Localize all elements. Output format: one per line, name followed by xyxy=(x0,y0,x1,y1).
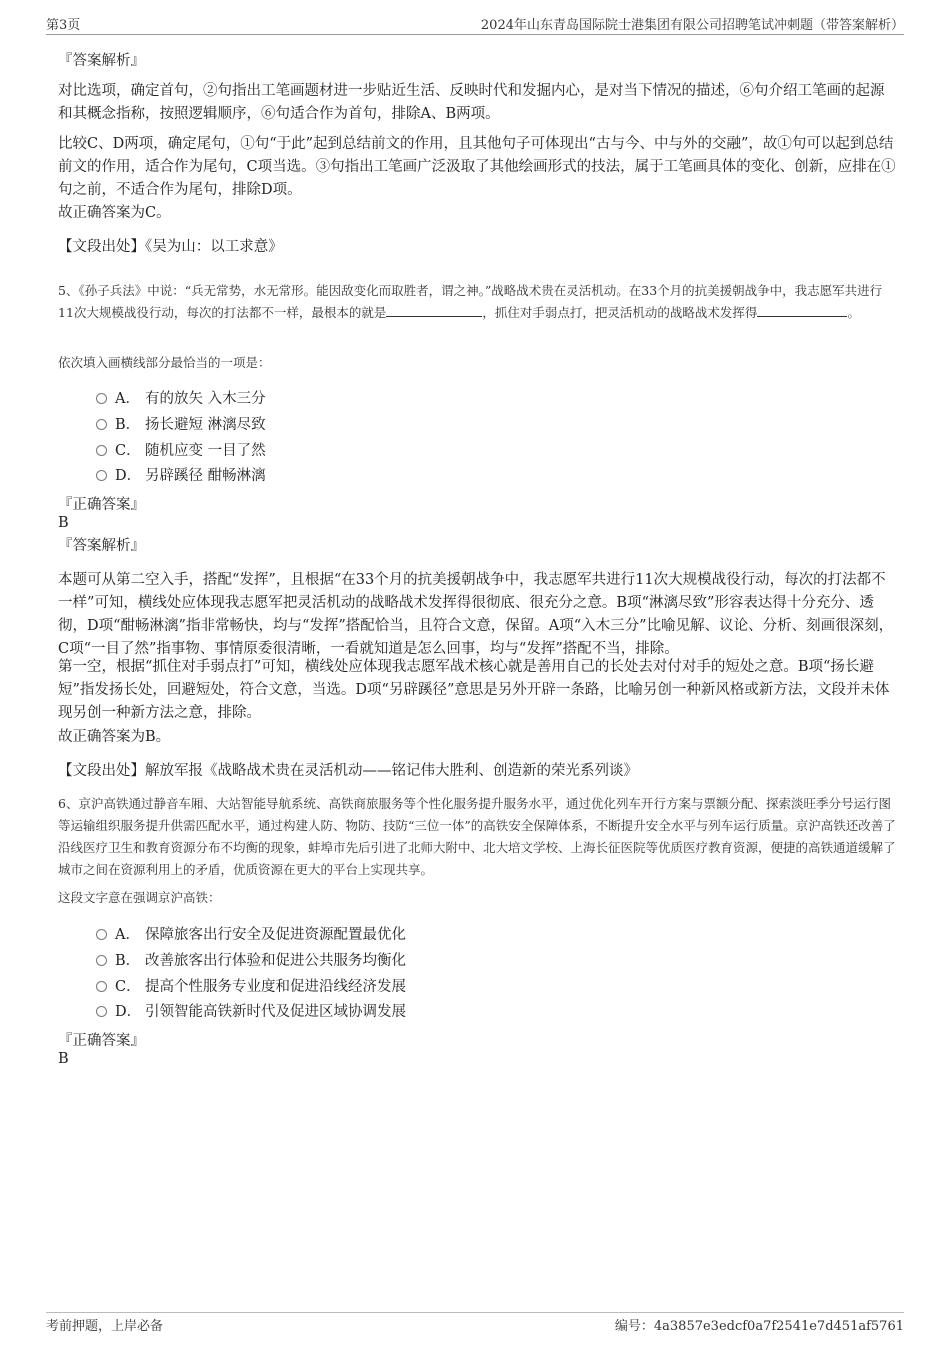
q6-answer: B xyxy=(58,1051,69,1067)
option-text: 引领智能高铁新时代及促进区域协调发展 xyxy=(145,1004,406,1020)
page-number: 第3页 xyxy=(46,18,81,33)
q5-option-a[interactable] xyxy=(96,388,266,410)
q4-analysis-paragraph-2: 比较C、D两项，确定尾句，①句“于此”起到总结前文的作用，且其他句子可体现出“古与今、中与外的交融”，故①句可以起到总结前文的作用，适合作为尾句，C项当选。③句指出工笔画广泛汲取了其他绘画形式的技法，属于工笔画具体的变化、创新，应排在①句之前，不适合作为尾句，排除D项。 xyxy=(58,136,896,198)
q5-answer: B xyxy=(58,515,69,531)
radio-icon[interactable] xyxy=(96,955,107,966)
radio-icon[interactable] xyxy=(96,445,107,456)
option-text: 保障旅客出行安全及促进资源配置最优化 xyxy=(145,927,406,943)
q5-source: 【文段出处】解放军报《战略战术贵在灵活机动——铭记伟大胜利、创造新的荣光系列谈》 xyxy=(58,763,638,779)
q6-option-d[interactable] xyxy=(96,1001,406,1023)
q5-text-part-3: 。 xyxy=(847,305,860,320)
q6-option-c[interactable] xyxy=(96,976,406,998)
option-letter: A． xyxy=(115,391,140,407)
q5-answer-label: 『正确答案』 xyxy=(58,497,145,513)
option-text: 改善旅客出行体验和促进公共服务均衡化 xyxy=(145,953,406,969)
radio-icon[interactable] xyxy=(96,470,107,481)
option-letter: C． xyxy=(115,979,141,995)
q5-question-text xyxy=(58,280,898,324)
q5-blank-2 xyxy=(757,302,847,317)
option-letter: B． xyxy=(115,953,141,969)
radio-icon[interactable] xyxy=(96,419,107,430)
option-text: 提高个性服务专业度和促进沿线经济发展 xyxy=(145,979,406,995)
option-letter: A． xyxy=(115,927,140,943)
option-letter: D． xyxy=(115,1004,142,1020)
page-header xyxy=(46,14,904,35)
q4-source: 【文段出处】《吴为山：以工求意》 xyxy=(58,239,283,255)
document-title: 2024年山东青岛国际院士港集团有限公司招聘笔试冲刺题（带答案解析） xyxy=(480,18,904,33)
q6-option-b[interactable] xyxy=(96,950,406,972)
option-text: 有的放矢 入木三分 xyxy=(145,391,266,407)
radio-icon[interactable] xyxy=(96,393,107,404)
option-text: 扬长避短 淋漓尽致 xyxy=(145,417,266,433)
q6-option-a[interactable] xyxy=(96,924,406,946)
q5-prompt: 依次填入画横线部分最恰当的一项是： xyxy=(58,355,271,370)
q5-conclusion: 故正确答案为B。 xyxy=(58,729,171,745)
q6-question-text: 6、京沪高铁通过静音车厢、大站智能导航系统、高铁商旅服务等个性化服务提升服务水平，通过优化列车开行方案与票额分配、探索淡旺季分号运行图等运输组织服务提升供需匹配水平，通过构建人防、物防、技防“三位一体”的高铁安全保障体系，不断提升安全水平与列车运行质量。京沪高铁还改善了沿线医疗卫生和教育资源分布不均衡的现象，蚌埠市先后引进了北师大附中、北大培文学校、上海长征医院等优质医疗教育资源，便捷的高铁通道缓解了城市之间在资源利用上的矛盾，优质资源在更大的平台上实现共享。 xyxy=(58,796,896,877)
q6-answer-label: 『正确答案』 xyxy=(58,1033,145,1049)
page-footer xyxy=(46,1312,904,1337)
q5-text-part-2: ，抓住对手弱点打，把灵活机动的战略战术发挥得 xyxy=(482,305,758,320)
q5-analysis-paragraph-2: 第一空，根据“抓住对手弱点打”可知，横线处应体现我志愿军战术核心就是善用自己的长处去对付对手的短处之意。B项“扬长避短”指发扬长处，回避短处，符合文意，当选。D项“另辟蹊径”意思是另外开辟一条路，比喻另创一种新风格或新方法，文段并未体现另创一种新方法之意，排除。 xyxy=(58,659,890,721)
radio-icon[interactable] xyxy=(96,1006,107,1017)
option-text: 另辟蹊径 酣畅淋漓 xyxy=(145,468,266,484)
q5-option-d[interactable] xyxy=(96,465,266,487)
q6-prompt: 这段文字意在强调京沪高铁： xyxy=(58,890,221,905)
q4-conclusion: 故正确答案为C。 xyxy=(58,205,171,221)
footer-slogan: 考前押题，上岸必备 xyxy=(46,1319,164,1334)
q5-option-c[interactable] xyxy=(96,440,266,462)
option-letter: D． xyxy=(115,468,142,484)
q5-analysis-paragraph-1: 本题可从第二空入手，搭配“发挥”，且根据“在33个月的抗美援朝战争中，我志愿军共进行11次大规模战役行动，每次的打法都不一样”可知，横线处应体现我志愿军把灵活机动的战略战术发挥得很彻底、很充分之意。B项“淋漓尽致”形容表达得十分充分、透彻，D项“酣畅淋漓”指非常畅快，均与“发挥”搭配恰当，且符合文意，保留。A项“入木三分”比喻见解、议论、分析、刻画很深刻，C项“一目了然”指事物、事情原委很清晰，一看就知道是怎么回事，均与“发挥”搭配不当，排除。 xyxy=(58,572,894,657)
q4-analysis-label: 『答案解析』 xyxy=(58,53,145,69)
q4-analysis-paragraph-1: 对比选项，确定首句，②句指出工笔画题材进一步贴近生活、反映时代和发掘内心，是对当下情况的描述，⑥句介绍工笔画的起源和其概念指称，按照逻辑顺序，⑥句适合作为首句，排除A、B两项。 xyxy=(58,83,885,122)
q5-analysis-label: 『答案解析』 xyxy=(58,538,145,554)
option-letter: B． xyxy=(115,417,141,433)
q5-blank-1 xyxy=(386,302,482,317)
option-letter: C． xyxy=(115,443,141,459)
document-id: 编号：4a3857e3edcf0a7f2541e7d451af5761 xyxy=(614,1319,904,1334)
radio-icon[interactable] xyxy=(96,981,107,992)
option-text: 随机应变 一目了然 xyxy=(145,443,266,459)
radio-icon[interactable] xyxy=(96,929,107,940)
q5-text-part-1: 5、《孙子兵法》中说：“兵无常势，水无常形。能因敌变化而取胜者，谓之神。”战略战术贵在灵活机动。在33个月的抗美援朝战争中，我志愿军共进行11次大规模战役行动，每次的打法都不一样，最根本的就是 xyxy=(58,283,883,320)
q5-option-b[interactable] xyxy=(96,414,266,436)
